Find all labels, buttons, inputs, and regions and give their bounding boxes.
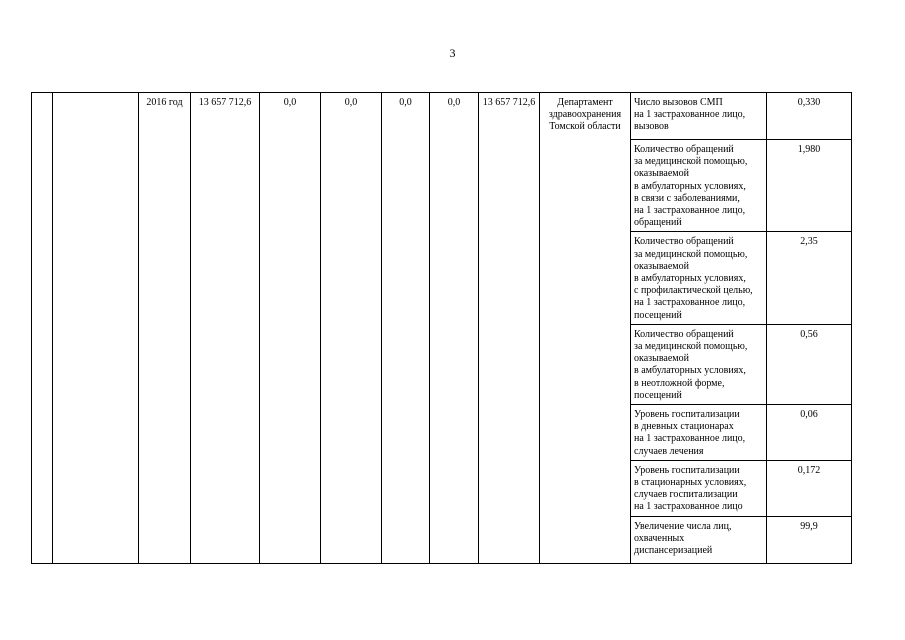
indicator-name-line: с профилактической целью, [634,285,753,297]
indicator-name-line: за медицинской помощью, [634,341,748,353]
indicator-value: 0,06 [767,405,852,461]
indicator-name-line: в связи с заболеваниями, [634,192,740,204]
indicator-name-line: посещений [634,389,682,401]
indicator-name-line: на 1 застрахованное лицо, [634,297,746,309]
indicator-name-line: случаев госпитализации [634,489,738,501]
indicator-value: 2,35 [767,232,852,324]
indicator-name-line: на 1 застрахованное лицо [634,501,743,513]
table-row [32,93,852,140]
funding-cell-4: 0,0 [430,93,479,564]
indicator-name-line: в амбулаторных условиях, [634,365,746,377]
funding-cell-5: 13 657 712,6 [479,93,540,564]
indicator-value: 99,9 [767,516,852,563]
year-cell: 2016 год [139,93,191,564]
col-empty-2 [53,93,139,564]
indicator-name-line: Количество обращений [634,236,734,248]
funding-cell-1: 0,0 [260,93,321,564]
indicator-name-line: в амбулаторных условиях, [634,273,746,285]
indicator-name-line: на 1 застрахованное лицо, [634,109,746,121]
funding-cell-3: 0,0 [382,93,430,564]
indicator-name-line: Количество обращений [634,144,734,155]
indicator-name-line: вызовов [634,121,669,133]
indicator-name [631,516,767,563]
indicator-name [631,460,767,516]
indicator-name-line: Уровень госпитализации [634,409,740,421]
indicator-name-line: в стационарных условиях, [634,477,747,489]
indicator-name-line: Число вызовов СМП [634,97,723,108]
indicator-name-line: Увеличение числа лиц, [634,520,732,532]
program-table [31,92,852,564]
indicator-name [631,405,767,461]
indicator-name-line: оказываемой [634,353,689,365]
indicator-name [631,232,767,324]
indicator-name-line: обращений [634,217,682,229]
indicator-name [631,140,767,232]
indicator-value: 0,56 [767,324,852,404]
indicator-name-line: Уровень госпитализации [634,464,740,476]
indicator-name-line: на 1 застрахованное лицо, [634,205,746,217]
indicator-value: 0,172 [767,460,852,516]
indicator-name-line: посещений [634,309,682,321]
funding-cell-2: 0,0 [321,93,382,564]
indicator-name-line: за медицинской помощью, [634,156,748,168]
indicator-name-line: в неотложной форме, [634,377,725,389]
page-number: 3 [449,46,456,60]
indicator-name-line: охваченных [634,532,685,544]
indicator-name-line: диспансеризацией [634,545,713,557]
executor-cell: Департамент здравоохранения Томской области [540,93,631,564]
indicator-name-line: в дневных стационарах [634,421,734,433]
indicator-name-line: на 1 застрахованное лицо, [634,433,746,445]
indicator-name-line: Количество обращений [634,328,734,340]
indicator-name-line: оказываемой [634,260,689,272]
indicator-value: 1,980 [767,140,852,232]
indicator-name [631,93,767,140]
indicator-value: 0,330 [767,93,852,140]
indicator-name-line: оказываемой [634,168,689,180]
indicator-name-line: в амбулаторных условиях, [634,180,746,192]
indicator-name [631,324,767,404]
total-cell: 13 657 712,6 [191,93,260,564]
indicator-name-line: за медицинской помощью, [634,248,748,260]
indicator-name-line: случаев лечения [634,445,704,457]
col-empty-1 [32,93,53,564]
